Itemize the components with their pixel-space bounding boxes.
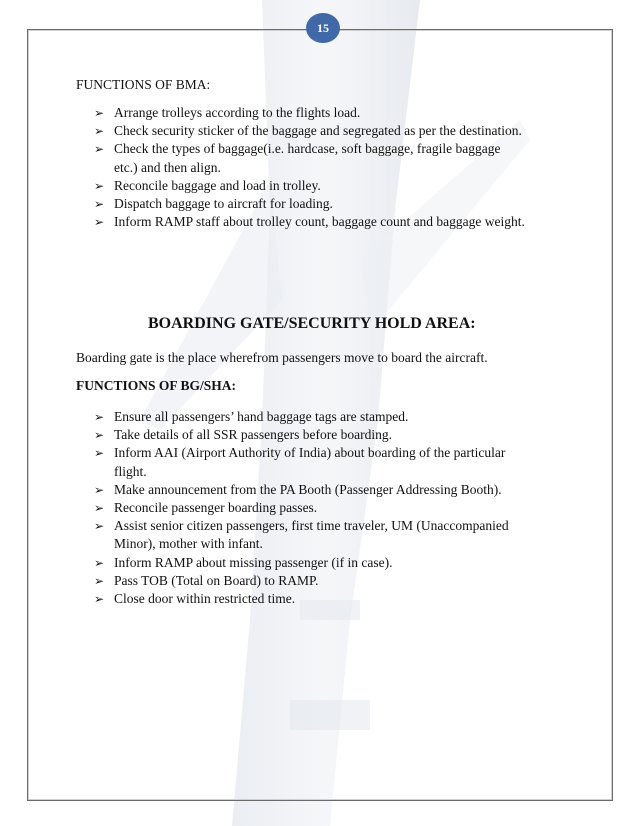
bma-item	[94, 140, 525, 176]
bma-item	[94, 177, 525, 195]
bgsha-item-text: Take details of all SSR passengers before boarding.	[114, 427, 392, 443]
bma-item-text: etc.) and then align.	[114, 159, 221, 175]
bgsha-item-text: Pass TOB (Total on Board) to RAMP.	[114, 572, 319, 588]
bma-item-text: Check security sticker of the baggage and segregated as per the destination.	[114, 123, 522, 139]
bgsha-item	[94, 426, 509, 444]
bgsha-item-text: Inform RAMP about missing passenger (if in case).	[114, 554, 393, 570]
bgsha-item-text: Ensure all passengers’ hand baggage tags are stamped.	[114, 409, 409, 424]
arrow-bullet-icon: ➢	[94, 573, 105, 588]
arrow-bullet-icon: ➢	[94, 106, 105, 120]
bgsha-heading: FUNCTIONS OF BG/SHA:	[76, 378, 237, 393]
arrow-bullet-icon: ➢	[94, 142, 105, 157]
bma-item-text: Dispatch baggage to aircraft for loading.	[114, 196, 333, 212]
bma-item-text: Arrange trolleys according to the flights load.	[114, 105, 361, 120]
bgsha-item	[94, 590, 509, 608]
boarding-section-title: BOARDING GATE/SECURITY HOLD AREA:	[148, 315, 476, 332]
bgsha-item	[94, 572, 509, 590]
arrow-bullet-icon: ➢	[94, 592, 105, 607]
bgsha-item	[94, 517, 509, 553]
bgsha-item-text: Make announcement from the PA Booth (Passenger Addressing Booth).	[114, 481, 502, 497]
bma-item	[94, 213, 525, 231]
bgsha-item	[94, 481, 509, 499]
bgsha-item-text: Minor), mother with infant.	[114, 536, 263, 552]
arrow-bullet-icon: ➢	[94, 215, 105, 230]
page-number-badge: 15	[306, 13, 340, 43]
arrow-bullet-icon: ➢	[94, 519, 105, 534]
arrow-bullet-icon: ➢	[94, 555, 105, 570]
bgsha-item	[94, 499, 509, 517]
bma-item-text: Reconcile baggage and load in trolley.	[114, 177, 321, 193]
arrow-bullet-icon: ➢	[94, 124, 105, 139]
bgsha-item	[94, 408, 509, 426]
arrow-bullet-icon: ➢	[94, 428, 105, 443]
boarding-intro: Boarding gate is the place wherefrom passengers move to board the aircraft.	[76, 350, 488, 365]
arrow-bullet-icon: ➢	[94, 197, 105, 212]
bgsha-item-text: Reconcile passenger boarding passes.	[114, 500, 318, 516]
bgsha-bullet-list	[94, 408, 509, 608]
bgsha-item	[94, 554, 509, 572]
bgsha-item	[94, 444, 509, 480]
bma-item	[94, 195, 525, 213]
bma-item	[94, 104, 525, 122]
bma-heading: FUNCTIONS OF BMA:	[76, 77, 211, 92]
bma-bullet-list	[94, 104, 525, 231]
bgsha-item-text: Close door within restricted time.	[114, 591, 296, 607]
bgsha-item-text: flight.	[114, 463, 147, 479]
bgsha-item-text: Assist senior citizen passengers, first time traveler, UM (Unaccompanied	[114, 518, 509, 534]
bgsha-item-text: Inform AAI (Airport Authority of India) about boarding of the particular	[114, 445, 506, 461]
bma-item	[94, 122, 525, 140]
bma-item-text: Check the types of baggage(i.e. hardcase, soft baggage, fragile baggage	[114, 141, 501, 157]
arrow-bullet-icon: ➢	[94, 410, 105, 424]
arrow-bullet-icon: ➢	[94, 446, 105, 461]
arrow-bullet-icon: ➢	[94, 501, 105, 516]
bma-item-text: Inform RAMP staff about trolley count, baggage count and baggage weight.	[114, 214, 525, 230]
arrow-bullet-icon: ➢	[94, 178, 105, 193]
arrow-bullet-icon: ➢	[94, 482, 105, 497]
